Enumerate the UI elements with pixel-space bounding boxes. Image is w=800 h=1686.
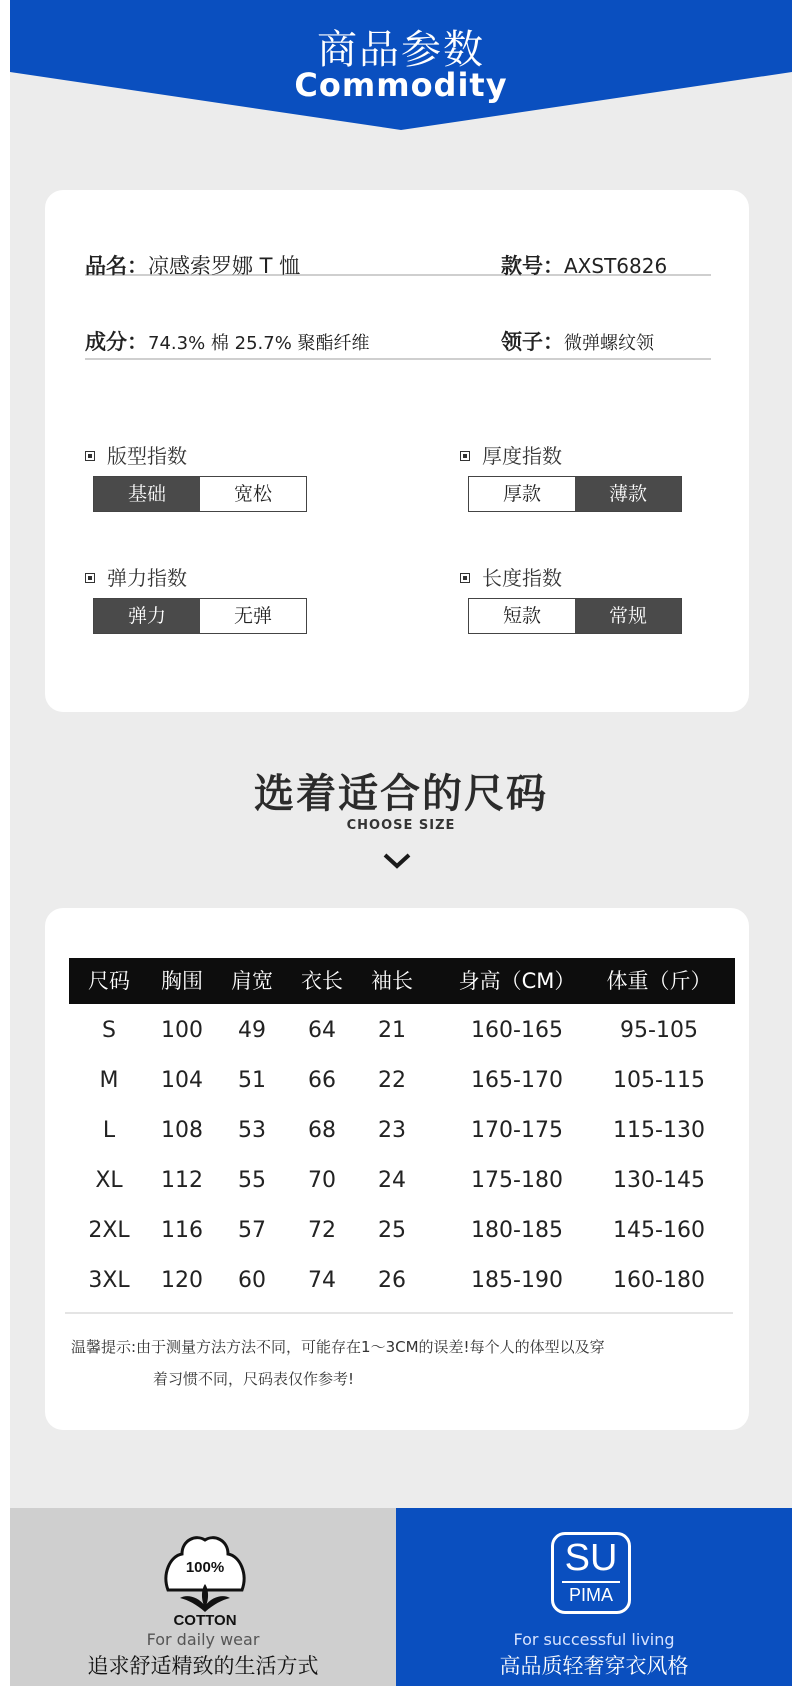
bullet-icon <box>460 451 470 461</box>
table-cell-size: L <box>102 1118 116 1143</box>
banner-subtitle: Commodity <box>294 66 508 104</box>
header-banner <box>10 0 792 132</box>
table-cell-length: 70 <box>308 1168 336 1193</box>
index-elasticity-label: 弹力指数 <box>85 562 187 591</box>
index-elasticity-option-2[interactable]: 无弹 <box>233 605 272 627</box>
size-note-line-2: 着习惯不同，尺码表仅作参考! <box>153 1370 355 1388</box>
th-weight: 体重（斤） <box>606 969 712 993</box>
th-size: 尺码 <box>88 969 130 993</box>
table-divider <box>65 1312 733 1314</box>
size-note-line-1: 温馨提示:由于测量方法方法不同，可能存在1～3CM的误差!每个人的体型以及穿 <box>71 1338 605 1356</box>
table-cell-length: 74 <box>308 1268 336 1293</box>
table-cell-height: 170-175 <box>471 1118 563 1143</box>
product-name-value: 凉感索罗娜 T 恤 <box>148 254 301 278</box>
th-chest: 胸围 <box>161 969 203 993</box>
product-detail-page <box>10 0 792 1686</box>
material <box>85 326 370 356</box>
cotton-icon <box>160 1528 250 1628</box>
table-cell-length: 64 <box>308 1018 336 1043</box>
table-cell-chest: 116 <box>161 1218 203 1243</box>
th-shoulder: 肩宽 <box>231 969 273 993</box>
index-length <box>460 562 675 642</box>
svg-text:100%: 100% <box>185 1559 225 1576</box>
table-cell-chest: 100 <box>161 1018 203 1043</box>
index-thickness-option-2[interactable]: 薄款 <box>575 477 681 511</box>
index-elasticity <box>85 562 300 642</box>
size-section-title: 选着适合的尺码 <box>254 771 548 817</box>
table-cell-chest: 112 <box>161 1168 203 1193</box>
table-cell-shoulder: 51 <box>238 1068 266 1093</box>
index-elasticity-options <box>93 598 307 634</box>
index-thickness <box>460 440 675 520</box>
bullet-icon <box>85 451 95 461</box>
table-cell-size: XL <box>95 1168 123 1193</box>
supima-icon-top: SU <box>564 1537 618 1579</box>
chevron-down-icon <box>382 852 412 870</box>
banner-title: 商品参数 <box>317 27 485 73</box>
table-cell-chest: 120 <box>161 1268 203 1293</box>
table-cell-shoulder: 55 <box>238 1168 266 1193</box>
index-thickness-option-1[interactable]: 厚款 <box>502 483 541 505</box>
table-cell-sleeve: 21 <box>378 1018 406 1043</box>
footer-cotton <box>10 1508 396 1686</box>
index-length-options <box>468 598 682 634</box>
table-cell-height: 175-180 <box>471 1168 563 1193</box>
collar-key: 领子： <box>501 330 564 354</box>
supima-icon-divider <box>562 1581 620 1583</box>
size-section-subtitle: CHOOSE SIZE <box>346 818 456 833</box>
table-cell-length: 66 <box>308 1068 336 1093</box>
bullet-icon <box>460 573 470 583</box>
params-row-name <box>85 190 711 276</box>
style-number-key: 款号： <box>501 254 564 278</box>
collar-value: 微弹螺纹领 <box>564 333 654 354</box>
bullet-icon <box>85 573 95 583</box>
table-cell-weight: 145-160 <box>613 1218 705 1243</box>
footer-supima <box>396 1508 792 1686</box>
table-cell-weight: 130-145 <box>613 1168 705 1193</box>
table-cell-chest: 108 <box>161 1118 203 1143</box>
collar <box>501 326 654 356</box>
index-thickness-label: 厚度指数 <box>460 440 562 469</box>
table-cell-length: 72 <box>308 1218 336 1243</box>
product-name-key: 品名： <box>85 254 148 278</box>
table-cell-shoulder: 49 <box>238 1018 266 1043</box>
footer-cotton-main: 追求舒适精致的生活方式 <box>87 1654 319 1678</box>
table-cell-sleeve: 26 <box>378 1268 406 1293</box>
table-cell-weight: 105-115 <box>613 1068 705 1093</box>
table-cell-height: 160-165 <box>471 1018 563 1043</box>
index-length-label: 长度指数 <box>460 562 562 591</box>
table-cell-chest: 104 <box>161 1068 203 1093</box>
index-fit-label: 版型指数 <box>85 440 187 469</box>
index-fit-option-2[interactable]: 宽松 <box>233 483 272 505</box>
style-number-value: AXST6826 <box>564 254 668 278</box>
index-fit-option-1[interactable]: 基础 <box>94 477 200 511</box>
table-cell-sleeve: 25 <box>378 1218 406 1243</box>
th-length: 衣长 <box>301 969 343 993</box>
table-cell-size: M <box>99 1068 119 1093</box>
table-cell-size: 2XL <box>88 1218 130 1243</box>
table-cell-weight: 115-130 <box>613 1118 705 1143</box>
index-fit <box>85 440 300 520</box>
footer-supima-sub: For successful living <box>513 1630 675 1649</box>
table-cell-sleeve: 23 <box>378 1118 406 1143</box>
table-cell-shoulder: 57 <box>238 1218 266 1243</box>
table-cell-height: 185-190 <box>471 1268 563 1293</box>
table-cell-height: 165-170 <box>471 1068 563 1093</box>
table-cell-size: 3XL <box>88 1268 130 1293</box>
size-card <box>45 908 749 1430</box>
th-sleeve: 袖长 <box>371 969 413 993</box>
index-elasticity-option-1[interactable]: 弹力 <box>94 599 200 633</box>
table-cell-sleeve: 22 <box>378 1068 406 1093</box>
index-thickness-options <box>468 476 682 512</box>
material-key: 成分： <box>85 330 148 354</box>
footer-supima-main: 高品质轻奢穿衣风格 <box>499 1654 689 1678</box>
index-length-option-1[interactable]: 短款 <box>502 605 541 627</box>
params-card <box>45 190 749 712</box>
supima-icon-bottom: PIMA <box>568 1585 613 1605</box>
table-cell-shoulder: 60 <box>238 1268 266 1293</box>
index-fit-options <box>93 476 307 512</box>
table-cell-shoulder: 53 <box>238 1118 266 1143</box>
index-length-option-2[interactable]: 常规 <box>575 599 681 633</box>
params-row-material <box>85 274 711 360</box>
supima-icon <box>551 1532 631 1614</box>
material-value: 74.3% 棉 25.7% 聚酯纤维 <box>148 333 370 354</box>
footer-cotton-sub: For daily wear <box>146 1630 260 1649</box>
table-cell-sleeve: 24 <box>378 1168 406 1193</box>
size-table-header <box>69 958 735 1004</box>
table-cell-weight: 160-180 <box>613 1268 705 1293</box>
svg-text:COTTON: COTTON <box>173 1612 237 1628</box>
table-cell-length: 68 <box>308 1118 336 1143</box>
table-cell-size: S <box>102 1018 116 1043</box>
table-cell-weight: 95-105 <box>620 1018 698 1043</box>
th-height: 身高（CM） <box>458 969 576 993</box>
table-cell-height: 180-185 <box>471 1218 563 1243</box>
